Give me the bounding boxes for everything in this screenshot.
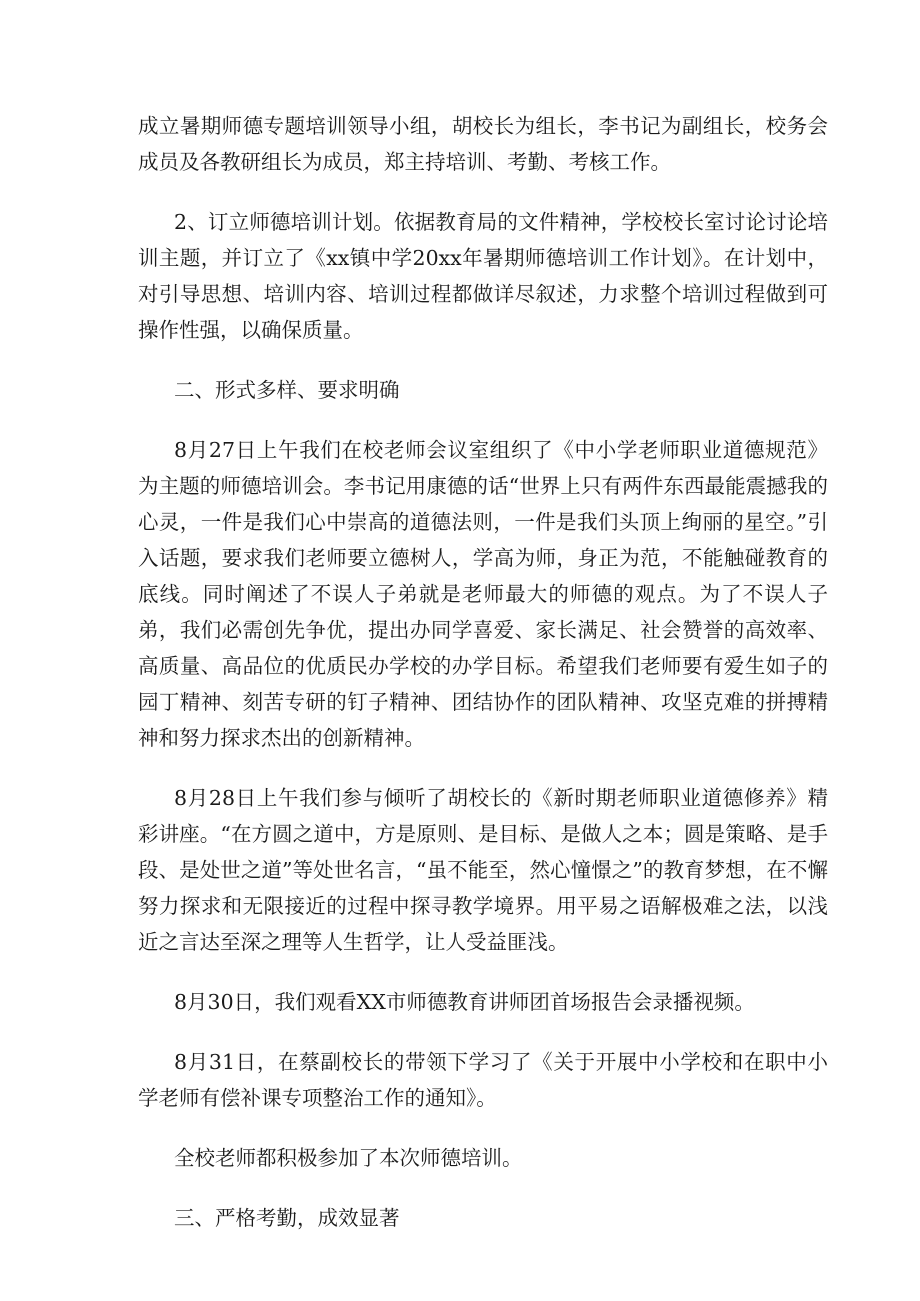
paragraph-aug-30: 8月30日，我们观看XX市师德教育讲师团首场报告会录播视频。 xyxy=(174,990,755,1014)
paragraph-aug-27: 8月27日上午我们在校老师会议室组织了《中小学老师职业道德规范》为主题的师德培训会。李书记用康德的话“世界上只有两件东西最能震撼我的心灵，一件是我们心中崇高的道德法则，一件是我们头顶上绚丽的星空。”引入话题，要求我们老师要立德树人，学高为师，身正为范，不能触碰教育的底线。同时阐述了不误人子弟就是老师最大的师德的观点。为了不误人子弟，我们必需创先争优，提出办同学喜爱、家长满足、社会赞誉的高效率、高质量、高品位的优质民办学校的办学目标。希望我们老师要有爱生如子的园丁精神、刻苦专研的钉子精神、团结协作的团队精神、攻坚克难的拼搏精神和努力探求杰出的创新精神。 xyxy=(138,438,828,750)
paragraph-aug-28: 8月28日上午我们参与倾听了胡校长的《新时期老师职业道德修养》精彩讲座。“在方圆之道中，方是原则、是目标、是做人之本；圆是策略、是手段、是处世之道”等处世名言，“虽不能至，然心憧憬之”的教育梦想，在不懈努力探求和无限接近的过程中探寻教学境界。用平易之语解极难之法，以浅近之言达至深之理等人生哲学，让人受益匪浅。 xyxy=(138,786,828,954)
paragraph-leadership-group: 成立暑期师德专题培训领导小组，胡校长为组长，李书记为副组长，校务会成员及各教研组长为成员，郑主持培训、考勤、考核工作。 xyxy=(138,114,828,174)
document-body xyxy=(138,108,828,1260)
paragraph-training-plan: 2、订立师德培训计划。依据教育局的文件精神，学校校长室讨论讨论培训主题，并订立了《xx镇中学20xx年暑期师德培训工作计划》。在计划中，对引导思想、培训内容、培训过程都做详尽叙述，力求整个培训过程做到可操作性强，以确保质量。 xyxy=(138,210,828,342)
section-heading-two: 二、形式多样、要求明确 xyxy=(174,378,400,402)
paragraph-participation: 全校老师都积极参加了本次师德培训。 xyxy=(174,1146,523,1170)
section-heading-three: 三、严格考勤，成效显著 xyxy=(174,1206,400,1230)
paragraph-aug-31: 8月31日，在蔡副校长的带领下学习了《关于开展中小学校和在职中小学老师有偿补课专项整治工作的通知》。 xyxy=(138,1050,828,1110)
